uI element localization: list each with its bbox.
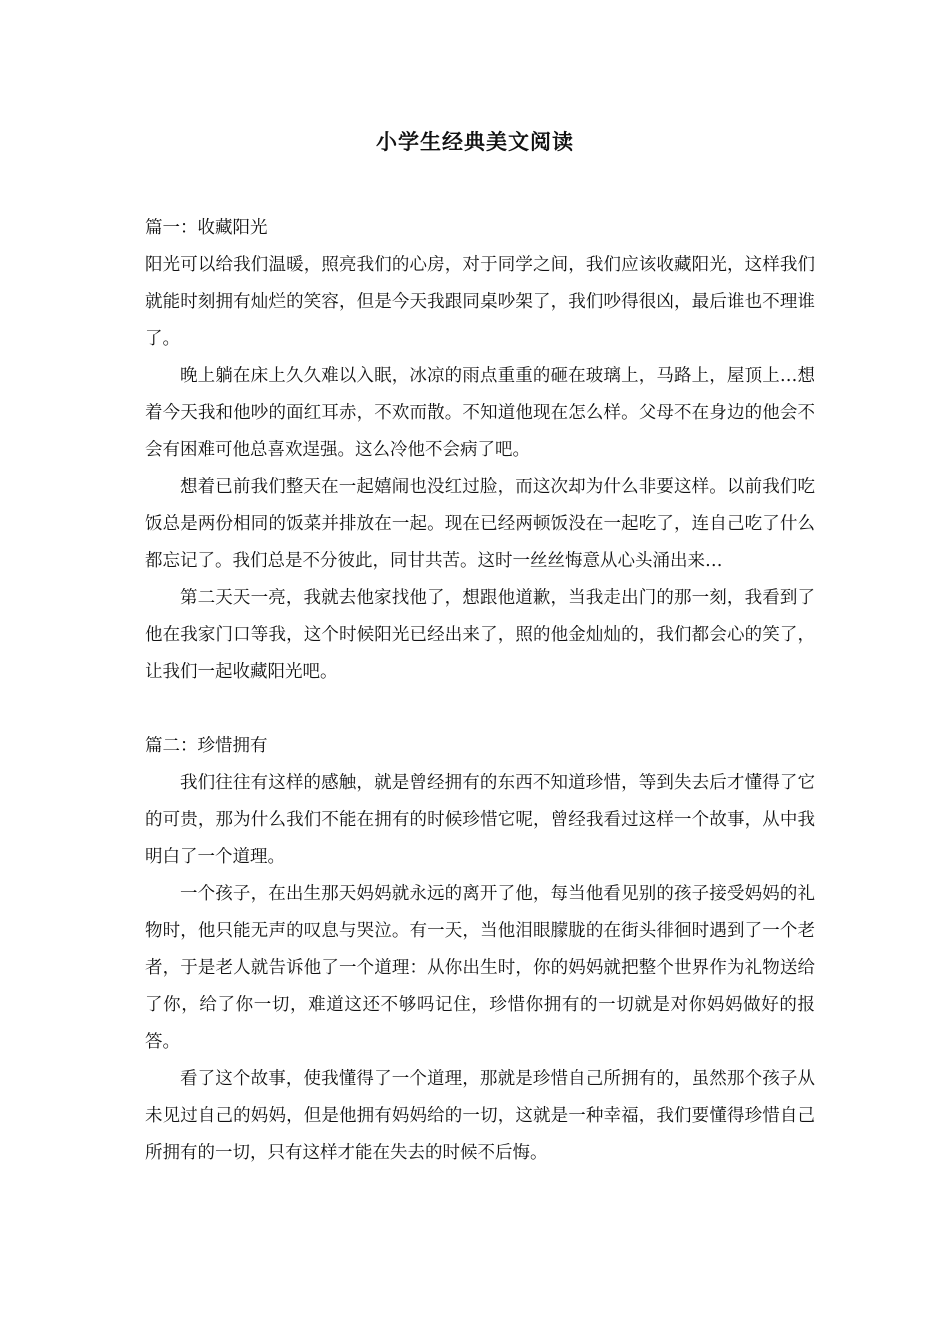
paragraph: 看了这个故事，使我懂得了一个道理，那就是珍惜自己所拥有的，虽然那个孩子从未见过自己的妈妈，但是他拥有妈妈给的一切，这就是一种幸福，我们要懂得珍惜自己所拥有的一切，只有这样才能在失去的时候不后悔。 (145, 1069, 815, 1163)
paragraph: 第二天天一亮，我就去他家找他了，想跟他道歉，当我走出门的那一刻，我看到了他在我家门口等我，这个时候阳光已经出来了，照的他金灿灿的，我们都会心的笑了，让我们一起收藏阳光吧。 (145, 588, 815, 682)
section-spacer (145, 691, 815, 728)
section-2 (145, 728, 815, 1172)
paragraph: 一个孩子，在出生那天妈妈就永远的离开了他，每当他看见别的孩子接受妈妈的礼物时，他只能无声的叹息与哭泣。有一天，当他泪眼朦胧的在街头徘徊时遇到了一个老者，于是老人就告诉他了一个道理：从你出生时，你的妈妈就把整个世界作为礼物送给了你，给了你一切，难道这还不够吗记住，珍惜你拥有的一切就是对你妈妈做好的报答。 (145, 884, 815, 1052)
paragraph: 我们往往有这样的感触，就是曾经拥有的东西不知道珍惜，等到失去后才懂得了它的可贵，那为什么我们不能在拥有的时候珍惜它呢，曾经我看过这样一个故事，从中我明白了一个道理。 (145, 773, 815, 867)
paragraph: 阳光可以给我们温暖，照亮我们的心房，对于同学之间，我们应该收藏阳光，这样我们就能时刻拥有灿烂的笑容，但是今天我跟同桌吵架了，我们吵得很凶，最后谁也不理谁了。 (145, 255, 815, 349)
paragraph: 晚上躺在床上久久难以入眠，冰凉的雨点重重的砸在玻璃上，马路上，屋顶上…想着今天我和他吵的面红耳赤，不欢而散。不知道他现在怎么样。父母不在身边的他会不会有困难可他总喜欢逞强。这么冷他不会病了吧。 (145, 366, 815, 460)
paragraph: 想着已前我们整天在一起嬉闹也没红过脸，而这次却为什么非要这样。以前我们吃饭总是两份相同的饭菜并排放在一起。现在已经两顿饭没在一起吃了，连自己吃了什么都忘记了。我们总是不分彼此，同甘共苦。这时一丝丝悔意从心头涌出来… (145, 477, 815, 571)
page-title: 小学生经典美文阅读 (376, 129, 574, 154)
section-heading: 篇一：收藏阳光 (145, 218, 268, 238)
document-body (145, 210, 815, 1172)
section-heading: 篇二：珍惜拥有 (145, 736, 268, 756)
section-1 (145, 210, 815, 691)
